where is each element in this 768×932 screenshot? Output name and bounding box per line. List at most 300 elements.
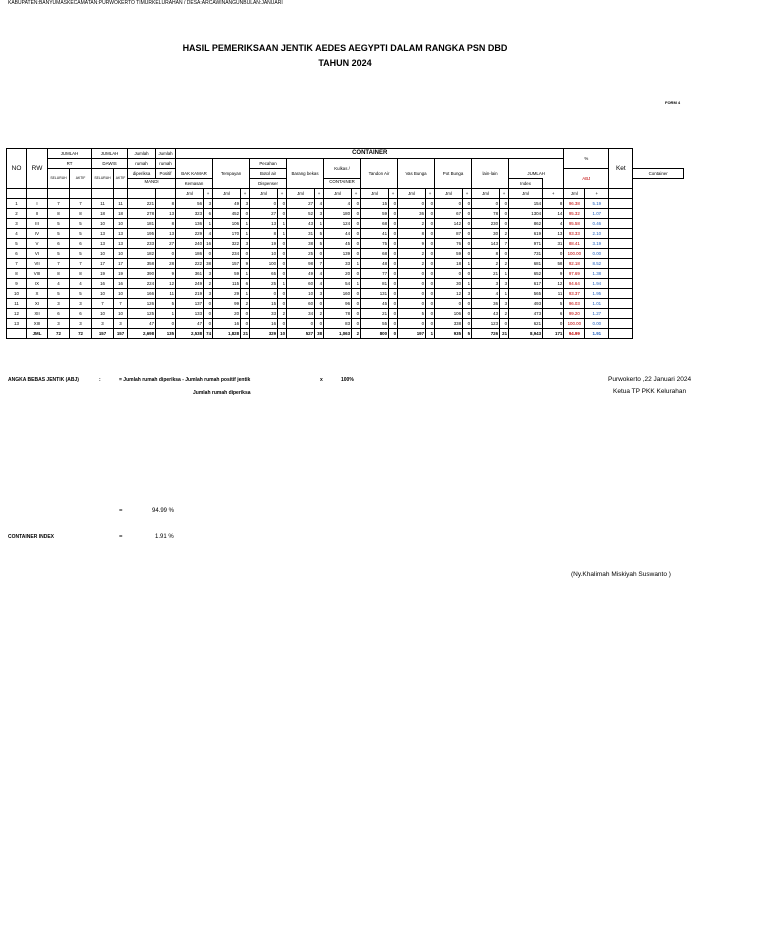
cell-container-jml: 139 (324, 249, 352, 259)
meta-value: JANUARI (261, 0, 283, 6)
cell-container-positif: 0 (352, 239, 361, 249)
cell-dawis-aktif: 10 (114, 309, 128, 319)
col-positif-2: rumah (156, 159, 176, 169)
meta-label: BULAN (243, 0, 260, 6)
cell-container-positif: 2 (500, 259, 509, 269)
cell-rt-aktif: 5 (70, 219, 92, 229)
meta-label: KELURAHAN / DESA (152, 0, 201, 6)
cell-container-positif: 10 (278, 329, 287, 339)
cell-container-positif: 38 (315, 329, 324, 339)
col-positif-1: Jumlah (156, 149, 176, 159)
cell-rt-seluruh: 6 (48, 309, 70, 319)
cell-no: 9 (7, 279, 27, 289)
cell-container-positif: 0 (463, 309, 472, 319)
cell-rt-seluruh: 72 (48, 329, 70, 339)
cell-ket (609, 279, 633, 289)
cell-rumah-positif: 12 (156, 279, 176, 289)
cell-rt-aktif: 5 (70, 289, 92, 299)
place-date: Purwokerto ,22 Januari 2024 (608, 376, 692, 383)
cell-container-positif: 0 (278, 299, 287, 309)
cell-container-positif: 1 (278, 229, 287, 239)
cell-container-jml: 59 (435, 249, 463, 259)
cell-container-jml: 249 (176, 279, 204, 289)
cell-container-jml: 60 (287, 279, 315, 289)
table-row (7, 239, 684, 249)
cell-container-positif: 21 (241, 329, 250, 339)
cell-container-positif: 0 (389, 249, 398, 259)
cell-container-positif: 5 (315, 229, 324, 239)
cell-dawis-aktif: 11 (114, 199, 128, 209)
jentik-table (6, 148, 684, 339)
cell-container-jml: 60 (287, 299, 315, 309)
cell-container-positif: 0 (463, 299, 472, 309)
subheader-jml: Jml (324, 189, 352, 199)
cell-rt-seluruh: 5 (48, 289, 70, 299)
ci-result-eq: = (119, 534, 123, 540)
cell-container-positif: 0 (352, 249, 361, 259)
col-pot: Pot Bunga (435, 159, 472, 189)
cell-container-jml: 322 (213, 239, 241, 249)
cell-no: 12 (7, 309, 27, 319)
cell-container-positif: 38 (204, 259, 213, 269)
cell-container-jml: 48 (361, 259, 389, 269)
cell-container-jml: 0 (398, 269, 426, 279)
subheader-plus: + (315, 189, 324, 199)
cell-dawis-seluruh: 11 (92, 199, 114, 209)
cell-container-positif: 74 (204, 329, 213, 339)
cell-dawis-aktif: 13 (114, 229, 128, 239)
cell-jumlah-positif: 5 (543, 299, 564, 309)
cell-rumah-diperiksa: 233 (128, 239, 156, 249)
cell-dawis-seluruh: 10 (92, 309, 114, 319)
cell-container-positif: 0 (389, 319, 398, 329)
col-kulkas-2: Dispenser (250, 179, 287, 189)
cell-container-index: 1.91 (585, 329, 609, 339)
cell-container-positif: 0 (426, 219, 435, 229)
cell-rt-aktif: 8 (70, 209, 92, 219)
cell-rw: VI (27, 249, 48, 259)
cell-container-positif: 0 (389, 289, 398, 299)
cell-container-positif: 0 (204, 249, 213, 259)
cell-dawis-seluruh: 13 (92, 229, 114, 239)
cell-container-jml: 452 (213, 209, 241, 219)
cell-container-jml: 5 (398, 309, 426, 319)
cell-container-positif: 0 (500, 209, 509, 219)
cell-container-positif: 0 (426, 229, 435, 239)
cell-container-jml: 75 (361, 239, 389, 249)
cell-jumlah-positif: 13 (543, 229, 564, 239)
cell-abj: 96.03 (564, 299, 585, 309)
cell-container-positif: 1 (241, 229, 250, 239)
cell-ket (609, 229, 633, 239)
cell-container-jml: 36 (398, 209, 426, 219)
cell-rumah-diperiksa: 181 (128, 219, 156, 229)
cell-container-positif: 0 (278, 259, 287, 269)
cell-abj: 92.18 (564, 259, 585, 269)
cell-rumah-diperiksa: 221 (128, 199, 156, 209)
cell-no: 3 (7, 219, 27, 229)
cell-jumlah-positif: 8 (543, 199, 564, 209)
subheader-jml: Jml (509, 189, 543, 199)
cell-container-positif: 3 (204, 269, 213, 279)
cell-container-jml: 30 (472, 229, 500, 239)
cell-container-positif: 0 (426, 299, 435, 309)
col-ci-2: Index (509, 179, 543, 189)
cell-rt-seluruh: 3 (48, 299, 70, 309)
cell-rw: XII (27, 309, 48, 319)
cell-container-positif: 0 (389, 279, 398, 289)
abj-result-eq: = (119, 508, 123, 514)
cell-container-jml: 47 (176, 319, 204, 329)
col-pecahan-2: Botol air (250, 169, 287, 179)
cell-container-positif: 0 (352, 309, 361, 319)
cell-container-jml: 65 (250, 269, 278, 279)
col-pecahan-3: Kemasan (176, 179, 213, 189)
cell-jumlah-positif: 58 (543, 259, 564, 269)
cell-container-jml: 30 (435, 279, 463, 289)
cell-dawis-aktif: 10 (114, 219, 128, 229)
cell-container-jml: 15 (361, 199, 389, 209)
cell-ket (609, 309, 633, 319)
cell-dawis-seluruh: 18 (92, 209, 114, 219)
cell-container-jml: 0 (435, 269, 463, 279)
abj-formula-pct: 100% (341, 377, 354, 383)
cell-container-positif: 0 (426, 199, 435, 209)
cell-jumlah-container: 621 (509, 319, 543, 329)
subheader-jml: Jml (250, 189, 278, 199)
col-rw: RW (27, 149, 48, 189)
cell-rw: III (27, 219, 48, 229)
cell-container-jml: 1,828 (213, 329, 241, 339)
table-row (7, 259, 684, 269)
cell-container-jml: 41 (361, 229, 389, 239)
meta-label: KABUPATEN (8, 0, 38, 6)
cell-container-jml: 8 (472, 249, 500, 259)
cell-container-positif: 0 (204, 309, 213, 319)
subheader-jml: Jml (435, 189, 463, 199)
cell-container-jml: 170 (213, 229, 241, 239)
cell-rt-seluruh: 8 (48, 209, 70, 219)
cell-rumah-diperiksa: 195 (128, 229, 156, 239)
table-row (7, 289, 684, 299)
cell-container-positif: 0 (389, 199, 398, 209)
cell-no: 11 (7, 299, 27, 309)
cell-rw: XIII (27, 319, 48, 329)
cell-container-index: 8.52 (585, 259, 609, 269)
cell-container-positif: 1 (241, 289, 250, 299)
cell-container-positif: 0 (352, 289, 361, 299)
cell-dawis-seluruh: 10 (92, 219, 114, 229)
cell-container-positif: 0 (500, 199, 509, 209)
cell-jumlah-positif: 171 (543, 329, 564, 339)
cell-container-jml: 2 (398, 249, 426, 259)
cell-container-jml: 124 (324, 219, 352, 229)
cell-container-positif: 0 (204, 299, 213, 309)
cell-container-positif: 1 (463, 259, 472, 269)
cell-rumah-positif: 11 (156, 289, 176, 299)
cell-rumah-positif: 135 (156, 329, 176, 339)
cell-container-jml: 45 (361, 299, 389, 309)
cell-jumlah-positif: 11 (543, 289, 564, 299)
cell-dawis-aktif: 13 (114, 239, 128, 249)
cell-jumlah-positif: 0 (543, 249, 564, 259)
cell-container-jml: 160 (324, 289, 352, 299)
cell-ket (609, 209, 633, 219)
col-lain: lain-lain (472, 159, 509, 189)
table-row (7, 319, 684, 329)
col-tempayan: Tempayan (213, 159, 250, 189)
cell-container-positif: 0 (500, 219, 509, 229)
subheader-blank (27, 189, 48, 199)
cell-ket (609, 319, 633, 329)
subheader-jml: Jml (176, 189, 204, 199)
cell-container-jml: 87 (435, 229, 463, 239)
cell-container-jml: 133 (176, 309, 204, 319)
cell-rumah-positif: 13 (156, 209, 176, 219)
cell-rt-seluruh: 7 (48, 199, 70, 209)
cell-dawis-aktif: 157 (114, 329, 128, 339)
cell-container-jml: 2,538 (176, 329, 204, 339)
cell-container-positif: 0 (426, 239, 435, 249)
cell-container-jml: 15 (250, 299, 278, 309)
cell-jumlah-positif: 9 (543, 269, 564, 279)
cell-container-jml: 2 (398, 259, 426, 269)
cell-container-positif: 4 (315, 269, 324, 279)
cell-container-jml: 137 (176, 299, 204, 309)
cell-container-jml: 27 (250, 209, 278, 219)
cell-container-jml: 527 (287, 329, 315, 339)
cell-container-positif: 0 (463, 249, 472, 259)
cell-container-positif: 0 (278, 239, 287, 249)
cell-ket (609, 219, 633, 229)
cell-container-positif: 0 (463, 229, 472, 239)
cell-rt-aktif: 5 (70, 229, 92, 239)
cell-jumlah-container: 971 (509, 239, 543, 249)
report-meta (8, 0, 283, 6)
cell-rt-aktif: 6 (70, 309, 92, 319)
cell-rt-seluruh: 5 (48, 229, 70, 239)
cell-ket (609, 269, 633, 279)
cell-container-jml: 4 (324, 199, 352, 209)
cell-container-positif: 0 (463, 209, 472, 219)
subheader-plus: + (352, 189, 361, 199)
cell-dawis-seluruh: 10 (92, 289, 114, 299)
cell-rt-seluruh: 3 (48, 319, 70, 329)
cell-rt-seluruh: 4 (48, 279, 70, 289)
cell-container-jml: 81 (361, 279, 389, 289)
cell-container-jml: 197 (398, 329, 426, 339)
subheader-blank (114, 189, 128, 199)
cell-dawis-seluruh: 17 (92, 259, 114, 269)
subheader-blank (48, 189, 70, 199)
cell-no (7, 329, 27, 339)
cell-container-positif: 0 (389, 329, 398, 339)
cell-abj: 100.00 (564, 319, 585, 329)
col-abj: ABJ (564, 169, 609, 189)
cell-rw: XI (27, 299, 48, 309)
col-rumah-3: diperiksa (128, 169, 156, 179)
subheader-blank (70, 189, 92, 199)
cell-container-positif: 0 (389, 239, 398, 249)
cell-container-jml: 115 (213, 279, 241, 289)
cell-container-jml: 0 (435, 299, 463, 309)
cell-container-jml: 36 (472, 299, 500, 309)
cell-dawis-aktif: 10 (114, 249, 128, 259)
subheader-blank (7, 189, 27, 199)
cell-dawis-seluruh: 7 (92, 299, 114, 309)
cell-container-positif: 16 (204, 239, 213, 249)
cell-container-index: 1.27 (585, 309, 609, 319)
abj-formula-sep: : (99, 377, 101, 383)
cell-container-jml: 10 (250, 249, 278, 259)
cell-rw: VIII (27, 269, 48, 279)
cell-container-jml: 68 (361, 249, 389, 259)
abj-result-value: 94.99 % (152, 508, 175, 514)
cell-container-jml: 0 (287, 319, 315, 329)
cell-container-index: 2.10 (585, 229, 609, 239)
cell-rt-aktif: 72 (70, 329, 92, 339)
meta-sep: : (200, 0, 202, 6)
cell-rt-aktif: 3 (70, 299, 92, 309)
cell-container-jml: 59 (213, 269, 241, 279)
cell-container-positif: 0 (241, 209, 250, 219)
cell-container-jml: 222 (176, 259, 204, 269)
col-jumlah-rt: JUMLAH (48, 149, 92, 159)
cell-rumah-diperiksa: 278 (128, 209, 156, 219)
cell-rw: II (27, 209, 48, 219)
cell-rumah-diperiksa: 358 (128, 259, 156, 269)
cell-rt-aktif: 6 (70, 239, 92, 249)
cell-container-jml: 44 (324, 229, 352, 239)
cell-container-positif: 0 (426, 269, 435, 279)
cell-container-positif: 0 (463, 199, 472, 209)
cell-abj: 95.32 (564, 209, 585, 219)
ci-result-label: CONTAINER INDEX (8, 534, 55, 540)
cell-container-positif: 6 (241, 279, 250, 289)
cell-container-jml: 19 (250, 239, 278, 249)
cell-container-jml: 234 (213, 249, 241, 259)
cell-ket (609, 249, 633, 259)
meta-value: PURWOKERTO TIMUR (98, 0, 153, 6)
cell-container-positif: 0 (389, 229, 398, 239)
cell-container-positif: 7 (315, 259, 324, 269)
meta-sep: : (259, 0, 262, 6)
cell-container-positif: 5 (315, 239, 324, 249)
cell-rumah-positif: 28 (156, 259, 176, 269)
cell-container-jml: 21 (361, 309, 389, 319)
subheader-plus: + (585, 189, 609, 199)
cell-dawis-seluruh: 157 (92, 329, 114, 339)
cell-ket (609, 299, 633, 309)
cell-dawis-aktif: 19 (114, 269, 128, 279)
cell-container-positif: 0 (352, 219, 361, 229)
cell-container-jml: 78 (324, 309, 352, 319)
cell-container-jml: 230 (472, 219, 500, 229)
col-bak-2: MANDI (128, 179, 176, 189)
cell-container-jml: 33 (324, 259, 352, 269)
cell-container-jml: 49 (213, 199, 241, 209)
cell-container-jml: 34 (287, 309, 315, 319)
cell-container-positif: 4 (204, 229, 213, 239)
cell-container-positif: 1 (204, 219, 213, 229)
subheader-plus: + (241, 189, 250, 199)
cell-ket (609, 239, 633, 249)
cell-container-jml: 45 (324, 239, 352, 249)
cell-container-positif: 3 (315, 209, 324, 219)
cell-container-jml: 0 (472, 199, 500, 209)
cell-container-jml: 52 (287, 209, 315, 219)
cell-container-jml: 180 (324, 209, 352, 219)
cell-container-positif: 3 (315, 289, 324, 299)
subheader-jml: Jml (472, 189, 500, 199)
cell-container-positif: 1 (352, 279, 361, 289)
cell-rumah-positif: 27 (156, 239, 176, 249)
cell-jumlah-container: 617 (509, 279, 543, 289)
col-bak-1: BAK KAMAR (176, 159, 213, 179)
cell-container-positif: 0 (352, 209, 361, 219)
cell-container-jml: 12 (435, 289, 463, 299)
cell-container-positif: 1 (426, 329, 435, 339)
cell-container-positif: 2 (315, 309, 324, 319)
cell-container-positif: 3 (204, 199, 213, 209)
cell-container-positif: 1 (241, 269, 250, 279)
cell-rt-seluruh: 5 (48, 249, 70, 259)
cell-no: 13 (7, 319, 27, 329)
cell-container-jml: 54 (324, 279, 352, 289)
col-dawis: DAWIS (92, 159, 128, 169)
cell-container-positif: 5 (463, 329, 472, 339)
cell-container-jml: 16 (213, 319, 241, 329)
abj-formula-x: x (320, 377, 323, 383)
cell-container-positif: 1 (500, 269, 509, 279)
cell-container-jml: 31 (287, 229, 315, 239)
cell-rt-aktif: 5 (70, 249, 92, 259)
cell-rumah-positif: 0 (156, 319, 176, 329)
cell-rumah-positif: 1 (156, 309, 176, 319)
cell-container-positif: 2 (204, 279, 213, 289)
table-row (7, 299, 684, 309)
cell-container-positif: 0 (463, 239, 472, 249)
cell-container-jml: 323 (176, 209, 204, 219)
cell-rt-aktif: 7 (70, 199, 92, 209)
table-row (7, 309, 684, 319)
cell-container-positif: 0 (352, 299, 361, 309)
cell-container-jml: 9 (398, 239, 426, 249)
cell-rumah-diperiksa: 125 (128, 309, 156, 319)
cell-container-positif: 6 (204, 209, 213, 219)
cell-container-index: 0.00 (585, 249, 609, 259)
subheader-plus: + (278, 189, 287, 199)
meta-value: BANYUMAS (38, 0, 67, 6)
meta-sep: : (97, 0, 99, 6)
cell-container-positif: 1 (278, 219, 287, 229)
cell-abj: 100.00 (564, 249, 585, 259)
cell-no: 6 (7, 249, 27, 259)
cell-container-positif: 0 (278, 199, 287, 209)
cell-container-jml: 361 (176, 269, 204, 279)
cell-container-positif: 9 (241, 259, 250, 269)
col-barang-bekas: Barang bekas (287, 159, 324, 189)
cell-container-jml: 29 (213, 289, 241, 299)
cell-ket (609, 259, 633, 269)
cell-container-jml: 18 (435, 259, 463, 269)
cell-container-positif: 2 (352, 329, 361, 339)
cell-rt-seluruh: 8 (48, 269, 70, 279)
cell-container-jml: 76 (435, 239, 463, 249)
cell-container-jml: 800 (361, 329, 389, 339)
table-row (7, 279, 684, 289)
cell-container-positif: 2 (241, 299, 250, 309)
